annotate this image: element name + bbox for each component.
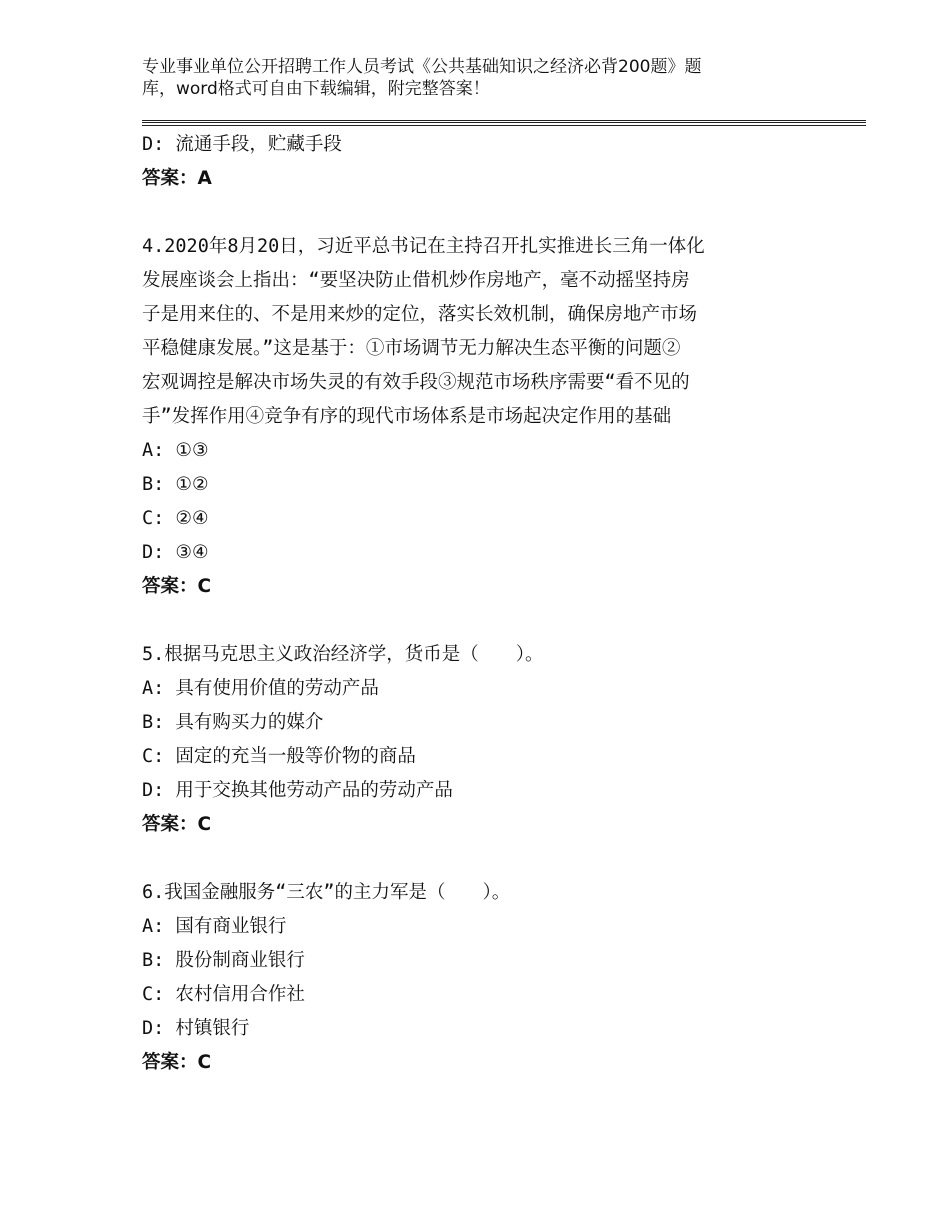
answer: 答案：C xyxy=(142,1052,212,1073)
option-b: B: 股份制商业银行 xyxy=(142,950,305,971)
option-c: C: ②④ xyxy=(142,508,209,529)
header-line-2: 库，word格式可自由下载编辑，附完整答案！ xyxy=(142,79,490,99)
option-c: C: 农村信用合作社 xyxy=(142,984,305,1005)
question-text-line: 子是用来住的、不是用来炒的定位，落实长效机制，确保房地产市场 xyxy=(142,304,698,325)
option-a: A: 具有使用价值的劳动产品 xyxy=(142,678,379,699)
question-6 xyxy=(142,876,822,1080)
option-d: D: 用于交换其他劳动产品的劳动产品 xyxy=(142,780,453,801)
question-3 xyxy=(142,128,822,196)
header-divider-2 xyxy=(142,125,866,126)
option-b: B: 具有购买力的媒介 xyxy=(142,712,324,733)
document-body xyxy=(142,128,822,1080)
question-text: 5.根据马克思主义政治经济学，货币是（ ）。 xyxy=(142,644,544,665)
answer: 答案：C xyxy=(142,576,212,597)
question-text-line: 4.2020年8月20日，习近平总书记在主持召开扎实推进长三角一体化 xyxy=(142,236,705,257)
question-text-line: 平稳健康发展。”这是基于：①市场调节无力解决生态平衡的问题② xyxy=(142,338,681,359)
option-d: D: 流通手段，贮藏手段 xyxy=(142,134,342,155)
question-text-line: 手”发挥作用④竞争有序的现代市场体系是市场起决定作用的基础 xyxy=(142,406,672,427)
question-text: 6.我国金融服务“三农”的主力军是（ ）。 xyxy=(142,882,511,903)
option-a: A: 国有商业银行 xyxy=(142,916,287,937)
option-d: D: 村镇银行 xyxy=(142,1018,250,1039)
header-divider xyxy=(142,120,866,123)
answer: 答案：A xyxy=(142,168,212,189)
header-line-1: 专业事业单位公开招聘工作人员考试《公共基础知识之经济必背200题》题 xyxy=(142,57,702,77)
option-b: B: ①② xyxy=(142,474,209,495)
option-a: A: ①③ xyxy=(142,440,209,461)
question-text-line: 发展座谈会上指出：“要坚决防止借机炒作房地产，毫不动摇坚持房 xyxy=(142,270,690,291)
option-d: D: ③④ xyxy=(142,542,209,563)
option-c: C: 固定的充当一般等价物的商品 xyxy=(142,746,416,767)
question-4 xyxy=(142,230,822,604)
document-header xyxy=(142,56,782,100)
question-5 xyxy=(142,638,822,842)
answer: 答案：C xyxy=(142,814,212,835)
question-text-line: 宏观调控是解决市场失灵的有效手段③规范市场秩序需要“看不见的 xyxy=(142,372,690,393)
